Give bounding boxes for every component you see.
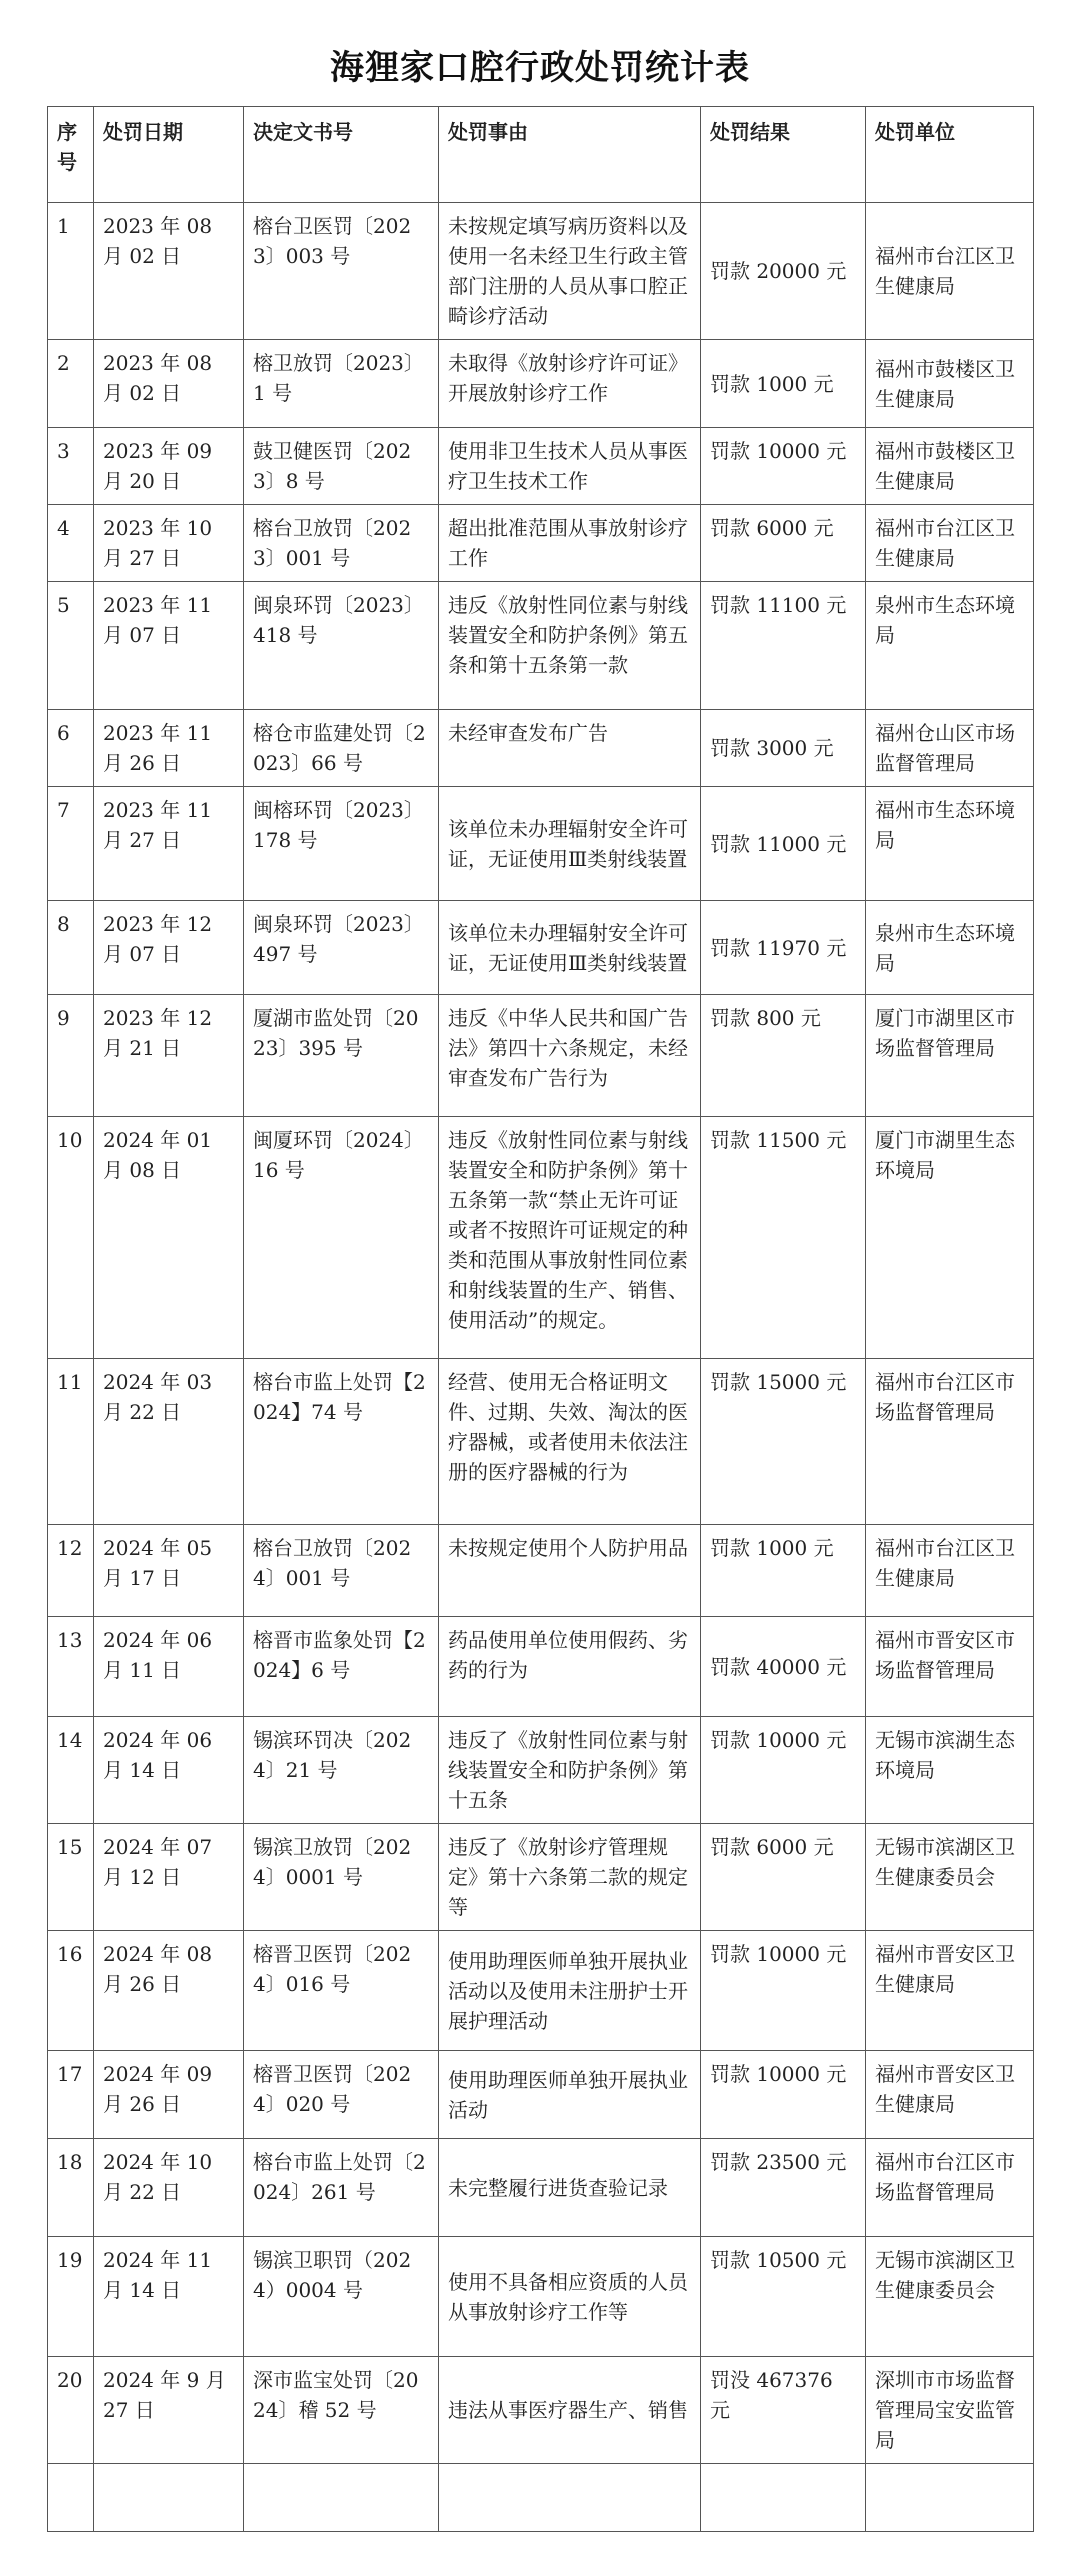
cell-date: 2024 年 09 月 26 日 — [94, 2051, 244, 2139]
table-row — [48, 1359, 1034, 1525]
cell-doc: 闽厦环罚〔2024〕16 号 — [244, 1117, 439, 1359]
cell-no: 1 — [48, 203, 94, 340]
cell-doc: 锡滨卫职罚（2024）0004 号 — [244, 2237, 439, 2357]
cell-doc: 锡滨环罚决〔2024〕21 号 — [244, 1717, 439, 1824]
cell-no: 12 — [48, 1525, 94, 1617]
cell-reason: 使用助理医师单独开展执业活动以及使用未注册护士开展护理活动 — [439, 1931, 701, 2051]
cell-reason: 未完整履行进货查验记录 — [439, 2139, 701, 2237]
cell-reason: 违反《中华人民共和国广告法》第四十六条规定，未经审查发布广告行为 — [439, 995, 701, 1117]
cell-unit: 福州市台江区卫生健康局 — [866, 1525, 1034, 1617]
cell-result: 罚款 20000 元 — [701, 203, 866, 340]
header-unit: 处罚单位 — [866, 107, 1034, 203]
cell-doc: 榕晋卫医罚〔2024〕020 号 — [244, 2051, 439, 2139]
cell-result: 罚款 11500 元 — [701, 1117, 866, 1359]
cell-date: 2023 年 10 月 27 日 — [94, 505, 244, 582]
cell-no: 18 — [48, 2139, 94, 2237]
cell-no: 14 — [48, 1717, 94, 1824]
cell-unit: 福州市晋安区卫生健康局 — [866, 1931, 1034, 2051]
cell-date: 2023 年 12 月 07 日 — [94, 901, 244, 995]
cell-reason: 使用非卫生技术人员从事医疗卫生技术工作 — [439, 428, 701, 505]
cell-doc: 榕台卫医罚〔2023〕003 号 — [244, 203, 439, 340]
cell-no: 7 — [48, 787, 94, 901]
cell-doc: 闽泉环罚〔2023〕418 号 — [244, 582, 439, 710]
cell-reason: 未按规定填写病历资料以及使用一名未经卫生行政主管部门注册的人员从事口腔正畸诊疗活动 — [439, 203, 701, 340]
table-row — [48, 2139, 1034, 2237]
table-row — [48, 1717, 1034, 1824]
cell-result: 罚款 6000 元 — [701, 1824, 866, 1931]
cell-unit: 无锡市滨湖区卫生健康委员会 — [866, 1824, 1034, 1931]
header-result: 处罚结果 — [701, 107, 866, 203]
cell-no: 19 — [48, 2237, 94, 2357]
cell-no: 11 — [48, 1359, 94, 1525]
table-row-empty — [48, 2464, 1034, 2532]
cell-empty — [439, 2464, 701, 2532]
cell-reason: 违反了《放射诊疗管理规定》第十六条第二款的规定等 — [439, 1824, 701, 1931]
cell-reason: 违反《放射性同位素与射线装置安全和防护条例》第十五条第一款“禁止无许可证或者不按照许可证规定的种类和范围从事放射性同位素和射线装置的生产、销售、使用活动”的规定。 — [439, 1117, 701, 1359]
cell-result: 罚款 800 元 — [701, 995, 866, 1117]
page-title: 海狸家口腔行政处罚统计表 — [330, 48, 750, 88]
cell-doc: 深市监宝处罚〔2024〕稽 52 号 — [244, 2357, 439, 2464]
cell-doc: 锡滨卫放罚〔2024〕0001 号 — [244, 1824, 439, 1931]
table-row — [48, 1824, 1034, 1931]
table-row — [48, 2051, 1034, 2139]
cell-no: 17 — [48, 2051, 94, 2139]
cell-unit: 福州市鼓楼区卫生健康局 — [866, 428, 1034, 505]
cell-no: 4 — [48, 505, 94, 582]
cell-no: 15 — [48, 1824, 94, 1931]
cell-reason: 未经审查发布广告 — [439, 710, 701, 787]
cell-result: 罚款 10000 元 — [701, 2051, 866, 2139]
cell-doc: 榕晋卫医罚〔2024〕016 号 — [244, 1931, 439, 2051]
cell-result: 罚款 1000 元 — [701, 340, 866, 428]
cell-no: 13 — [48, 1617, 94, 1717]
cell-unit: 福州仓山区市场监督管理局 — [866, 710, 1034, 787]
cell-doc: 鼓卫健医罚〔2023〕8 号 — [244, 428, 439, 505]
table-row — [48, 340, 1034, 428]
cell-unit: 福州市台江区卫生健康局 — [866, 505, 1034, 582]
cell-result: 罚款 15000 元 — [701, 1359, 866, 1525]
cell-result: 罚款 11100 元 — [701, 582, 866, 710]
cell-date: 2023 年 08 月 02 日 — [94, 340, 244, 428]
cell-no: 10 — [48, 1117, 94, 1359]
table-header-row — [48, 107, 1034, 203]
cell-date: 2024 年 01 月 08 日 — [94, 1117, 244, 1359]
cell-reason: 未按规定使用个人防护用品 — [439, 1525, 701, 1617]
cell-unit: 福州市晋安区市场监督管理局 — [866, 1617, 1034, 1717]
table-row — [48, 1525, 1034, 1617]
cell-result: 罚款 1000 元 — [701, 1525, 866, 1617]
table-row — [48, 710, 1034, 787]
cell-empty — [94, 2464, 244, 2532]
cell-no: 6 — [48, 710, 94, 787]
cell-unit: 深圳市市场监督管理局宝安监管局 — [866, 2357, 1034, 2464]
cell-unit: 厦门市湖里生态环境局 — [866, 1117, 1034, 1359]
cell-reason: 使用不具备相应资质的人员从事放射诊疗工作等 — [439, 2237, 701, 2357]
table-row — [48, 1931, 1034, 2051]
cell-reason: 药品使用单位使用假药、劣药的行为 — [439, 1617, 701, 1717]
cell-doc: 榕台市监上处罚〔2024〕261 号 — [244, 2139, 439, 2237]
cell-doc: 闽榕环罚〔2023〕178 号 — [244, 787, 439, 901]
cell-no: 9 — [48, 995, 94, 1117]
cell-no: 5 — [48, 582, 94, 710]
cell-unit: 福州市台江区卫生健康局 — [866, 203, 1034, 340]
cell-reason: 违法从事医疗器生产、销售 — [439, 2357, 701, 2464]
cell-unit: 无锡市滨湖区卫生健康委员会 — [866, 2237, 1034, 2357]
cell-date: 2023 年 11 月 07 日 — [94, 582, 244, 710]
cell-reason: 该单位未办理辐射安全许可证，无证使用Ⅲ类射线装置 — [439, 787, 701, 901]
cell-date: 2024 年 03 月 22 日 — [94, 1359, 244, 1525]
cell-unit: 泉州市生态环境局 — [866, 582, 1034, 710]
cell-empty — [701, 2464, 866, 2532]
cell-doc: 榕卫放罚〔2023〕1 号 — [244, 340, 439, 428]
header-no: 序号 — [48, 107, 94, 203]
cell-reason: 经营、使用无合格证明文件、过期、失效、淘汰的医疗器械，或者使用未依法注册的医疗器械的行为 — [439, 1359, 701, 1525]
cell-reason: 超出批准范围从事放射诊疗工作 — [439, 505, 701, 582]
cell-doc: 榕台卫放罚〔2024〕001 号 — [244, 1525, 439, 1617]
cell-result: 罚款 11000 元 — [701, 787, 866, 901]
cell-date: 2023 年 09 月 20 日 — [94, 428, 244, 505]
cell-doc: 榕台卫放罚〔2023〕001 号 — [244, 505, 439, 582]
cell-unit: 厦门市湖里区市场监督管理局 — [866, 995, 1034, 1117]
cell-doc: 榕仓市监建处罚〔2023〕66 号 — [244, 710, 439, 787]
table-row — [48, 1117, 1034, 1359]
cell-empty — [244, 2464, 439, 2532]
cell-doc: 榕晋市监象处罚【2024】6 号 — [244, 1617, 439, 1717]
cell-reason: 未取得《放射诊疗许可证》开展放射诊疗工作 — [439, 340, 701, 428]
cell-doc: 榕台市监上处罚【2024】74 号 — [244, 1359, 439, 1525]
header-reason: 处罚事由 — [439, 107, 701, 203]
table-row — [48, 203, 1034, 340]
cell-empty — [48, 2464, 94, 2532]
cell-unit: 泉州市生态环境局 — [866, 901, 1034, 995]
table-row — [48, 2237, 1034, 2357]
cell-empty — [866, 2464, 1034, 2532]
cell-result: 罚款 10000 元 — [701, 428, 866, 505]
cell-date: 2023 年 12 月 21 日 — [94, 995, 244, 1117]
cell-reason: 使用助理医师单独开展执业活动 — [439, 2051, 701, 2139]
table-row — [48, 995, 1034, 1117]
cell-result: 罚款 40000 元 — [701, 1617, 866, 1717]
cell-date: 2024 年 08 月 26 日 — [94, 1931, 244, 2051]
table-row — [48, 428, 1034, 505]
cell-doc: 厦湖市监处罚〔2023〕395 号 — [244, 995, 439, 1117]
cell-result: 罚款 10000 元 — [701, 1931, 866, 2051]
cell-no: 16 — [48, 1931, 94, 2051]
cell-reason: 违反《放射性同位素与射线装置安全和防护条例》第五条和第十五条第一款 — [439, 582, 701, 710]
cell-date: 2024 年 07 月 12 日 — [94, 1824, 244, 1931]
cell-date: 2024 年 05 月 17 日 — [94, 1525, 244, 1617]
header-date: 处罚日期 — [94, 107, 244, 203]
cell-date: 2024 年 06 月 11 日 — [94, 1617, 244, 1717]
cell-unit: 无锡市滨湖生态环境局 — [866, 1717, 1034, 1824]
cell-result: 罚款 10000 元 — [701, 1717, 866, 1824]
cell-unit: 福州市晋安区卫生健康局 — [866, 2051, 1034, 2139]
table-row — [48, 1617, 1034, 1717]
cell-unit: 福州市台江区市场监督管理局 — [866, 2139, 1034, 2237]
cell-result: 罚款 6000 元 — [701, 505, 866, 582]
cell-date: 2023 年 11 月 26 日 — [94, 710, 244, 787]
table-row — [48, 787, 1034, 901]
cell-date: 2024 年 10 月 22 日 — [94, 2139, 244, 2237]
cell-date: 2023 年 08 月 02 日 — [94, 203, 244, 340]
cell-no: 2 — [48, 340, 94, 428]
cell-unit: 福州市生态环境局 — [866, 787, 1034, 901]
cell-reason: 该单位未办理辐射安全许可证，无证使用Ⅲ类射线装置 — [439, 901, 701, 995]
cell-no: 8 — [48, 901, 94, 995]
cell-unit: 福州市鼓楼区卫生健康局 — [866, 340, 1034, 428]
cell-result: 罚款 23500 元 — [701, 2139, 866, 2237]
cell-unit: 福州市台江区市场监督管理局 — [866, 1359, 1034, 1525]
cell-result: 罚款 11970 元 — [701, 901, 866, 995]
cell-result: 罚没 467376 元 — [701, 2357, 866, 2464]
table-row — [48, 582, 1034, 710]
cell-date: 2024 年 11 月 14 日 — [94, 2237, 244, 2357]
penalty-table — [47, 106, 1034, 2532]
cell-no: 3 — [48, 428, 94, 505]
cell-date: 2023 年 11 月 27 日 — [94, 787, 244, 901]
cell-no: 20 — [48, 2357, 94, 2464]
cell-doc: 闽泉环罚〔2023〕497 号 — [244, 901, 439, 995]
table-row — [48, 2357, 1034, 2464]
cell-result: 罚款 10500 元 — [701, 2237, 866, 2357]
cell-reason: 违反了《放射性同位素与射线装置安全和防护条例》第十五条 — [439, 1717, 701, 1824]
cell-date: 2024 年 06 月 14 日 — [94, 1717, 244, 1824]
table-row — [48, 901, 1034, 995]
table-row — [48, 505, 1034, 582]
header-doc: 决定文书号 — [244, 107, 439, 203]
cell-date: 2024 年 9 月 27 日 — [94, 2357, 244, 2464]
cell-result: 罚款 3000 元 — [701, 710, 866, 787]
